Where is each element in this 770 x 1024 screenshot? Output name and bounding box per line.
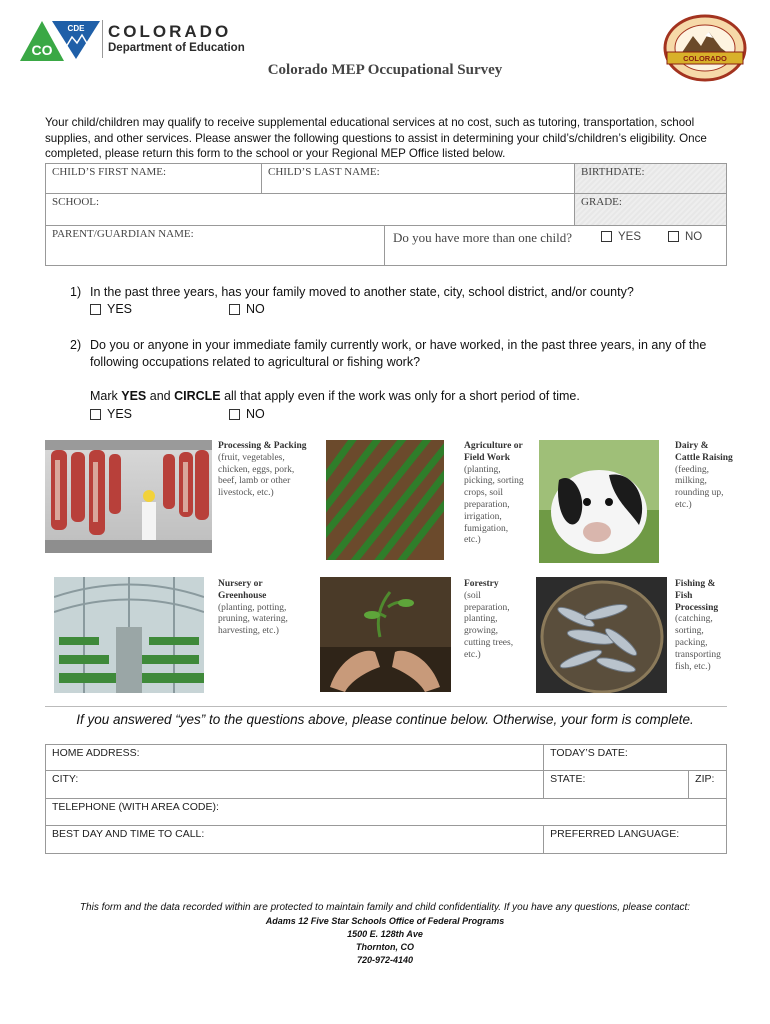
grade-field[interactable]: GRADE: xyxy=(575,194,727,226)
fishing-photo xyxy=(536,577,667,693)
q1-yes-option[interactable]: YES xyxy=(90,302,132,316)
more-children-yes[interactable]: YES xyxy=(601,231,641,243)
school-field[interactable]: SCHOOL: xyxy=(46,194,575,226)
checkbox-icon xyxy=(601,231,612,242)
home-address-field[interactable]: HOME ADDRESS: xyxy=(46,745,544,771)
svg-text:COLORADO: COLORADO xyxy=(683,54,727,63)
occupation-agriculture: Agriculture or Field Work (planting, picking, sorting crops, soil preparation, irrigation, fumigation, etc.) xyxy=(464,441,524,546)
checkbox-icon xyxy=(90,304,101,315)
svg-text:CO: CO xyxy=(31,42,53,58)
forestry-photo xyxy=(320,577,451,692)
checkbox-icon xyxy=(229,304,240,315)
contact-phone: 720-972-4140 xyxy=(356,955,414,965)
mark-instruction: Mark YES and CIRCLE all that apply even if the work was only for a short period of time. xyxy=(90,389,580,403)
checkbox-icon xyxy=(229,409,240,420)
occupation-forestry: Forestry (soil preparation, planting, growing, cutting trees, etc.) xyxy=(464,579,514,660)
occupation-fishing: Fishing & Fish Processing (catching, sorting, packing, transporting fish, etc.) xyxy=(675,579,721,672)
zip-field[interactable]: ZIP: xyxy=(689,771,727,799)
q2-yes-option[interactable]: YES xyxy=(90,407,132,421)
occupation-processing-packing: Processing & Packing (fruit, vegetables, chicken, eggs, pork, beef, lamb or other livestock, etc.) xyxy=(218,441,307,499)
department-name: Department of Education xyxy=(108,42,245,54)
section-divider xyxy=(45,706,727,707)
page-title: Colorado MEP Occupational Survey xyxy=(267,62,503,78)
contact-info-table xyxy=(45,744,727,854)
agriculture-field-photo xyxy=(326,440,444,560)
city-field[interactable]: CITY: xyxy=(46,771,544,799)
state-name: COLORADO xyxy=(108,22,232,41)
preferred-language-field[interactable]: PREFERRED LANGUAGE: xyxy=(544,826,727,854)
best-time-field[interactable]: BEST DAY AND TIME TO CALL: xyxy=(46,826,544,854)
checkbox-icon xyxy=(90,409,101,420)
cde-logo xyxy=(20,17,100,61)
more-children-no[interactable]: NO xyxy=(668,231,702,243)
birthdate-field[interactable]: BIRTHDATE: xyxy=(575,164,727,194)
telephone-field[interactable]: TELEPHONE (WITH AREA CODE): xyxy=(46,799,727,826)
logo-divider xyxy=(102,20,103,58)
parent-guardian-field[interactable]: PARENT/GUARDIAN NAME: Do you have more than one child? YES NO xyxy=(46,226,727,266)
continue-note: If you answered “yes” to the questions above, please continue below. Otherwise, your form is complete. xyxy=(76,712,694,727)
occupation-dairy: Dairy & Cattle Raising (feeding, milking, rounding up, etc.) xyxy=(675,441,733,510)
more-children-question: Do you have more than one child? xyxy=(393,230,573,245)
question-1: 1) In the past three years, has your family moved to another state, city, school district, and/or county? xyxy=(70,285,634,299)
dairy-cattle-photo xyxy=(539,440,659,563)
processing-packing-photo xyxy=(45,440,212,553)
q2-no-option[interactable]: NO xyxy=(229,407,265,421)
svg-text:CDE: CDE xyxy=(67,24,85,33)
question-2: 2) Do you or anyone in your immediate family currently work, or have worked, in the past three years, in any of the following occupations related to agricultural or fishing work? xyxy=(70,338,707,369)
child-last-name-field[interactable]: CHILD’S LAST NAME: xyxy=(262,164,575,194)
confidentiality-notice: This form and the data recorded within are protected to maintain family and child confidentiality. If you have any questions, please contact: xyxy=(79,902,691,913)
checkbox-icon xyxy=(668,231,679,242)
occupation-nursery: Nursery or Greenhouse (planting, potting, pruning, watering, harvesting, etc.) xyxy=(218,579,288,637)
child-first-name-field[interactable]: CHILD’S FIRST NAME: xyxy=(46,164,262,194)
state-field[interactable]: STATE: xyxy=(544,771,689,799)
contact-org: Adams 12 Five Star Schools Office of Federal Programs xyxy=(265,916,505,926)
child-info-table xyxy=(45,163,727,266)
q1-no-option[interactable]: NO xyxy=(229,302,265,316)
todays-date-field[interactable]: TODAY’S DATE: xyxy=(544,745,727,771)
contact-street: 1500 E. 128th Ave xyxy=(347,929,423,939)
nursery-greenhouse-photo xyxy=(54,577,204,693)
contact-city: Thornton, CO xyxy=(356,942,414,952)
intro-paragraph: Your child/children may qualify to receive supplemental educational services at no cost, such as tutoring, transportation, school supplies, and other services. Please answer the following questions to assist in determining your child’s/children’s eligibility. Once completed, please return this form to the school or your Regional MEP Office listed below. xyxy=(45,116,707,160)
